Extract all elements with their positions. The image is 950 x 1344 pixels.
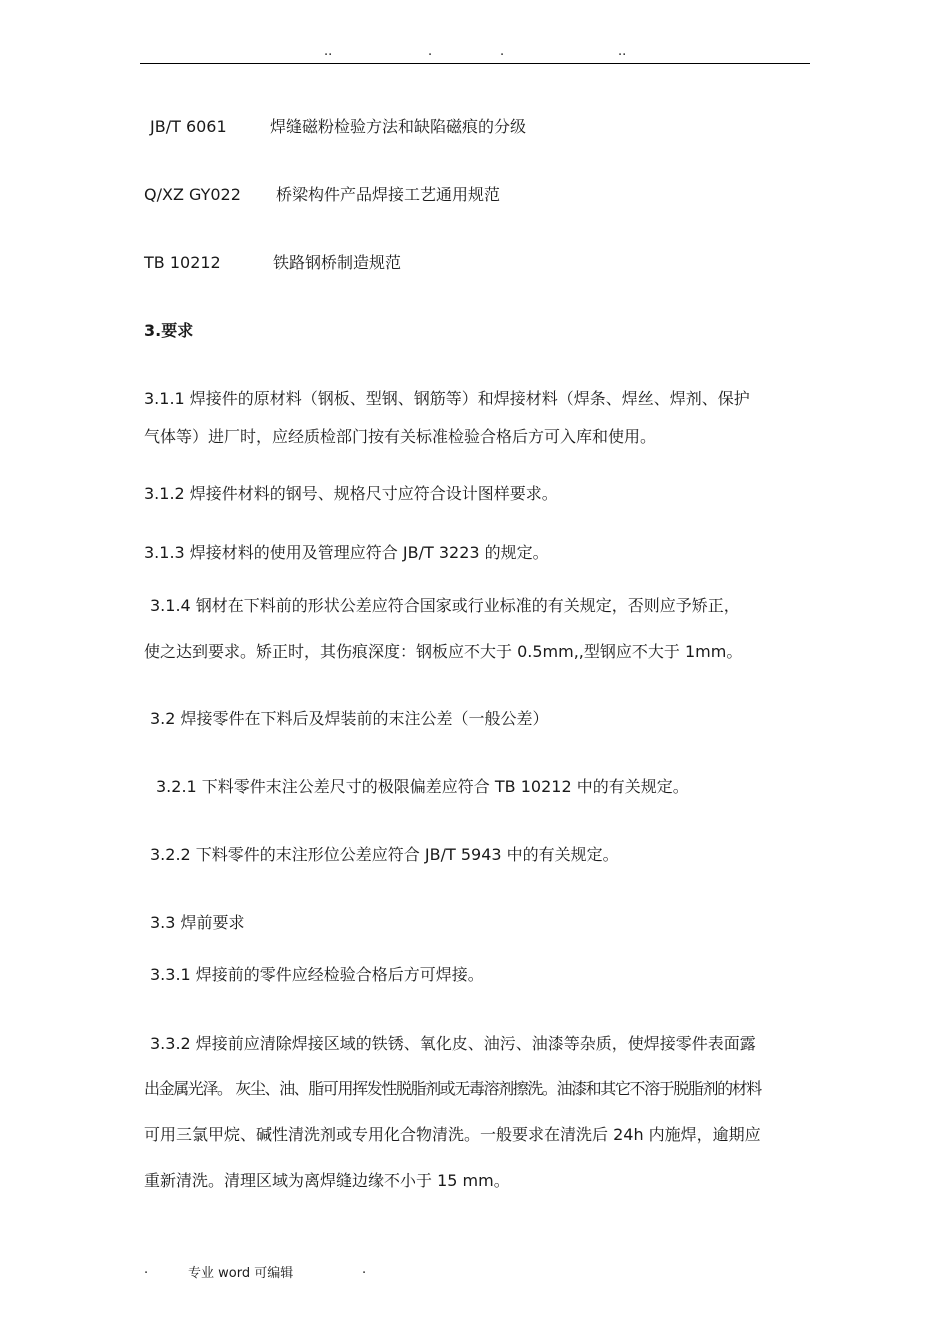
paragraph-line: 3.3.2 焊接前应清除焊接区域的铁锈、氧化皮、油污、油漆等杂质，使焊接零件表面露 [150,1034,756,1053]
standard-title: 铁路钢桥制造规范 [273,253,402,272]
paragraph-line: 使之达到要求。矫正时，其伤痕深度：钢板应不大于 0.5mm,,型钢应不大于 1mm。 [144,642,743,661]
header-mark: .. [324,44,333,59]
header-mark: . [428,44,433,59]
paragraph-line: 3.1.4 钢材在下料前的形状公差应符合国家或行业标准的有关规定，否则应予矫正， [150,596,740,615]
standard-code: TB 10212 [144,253,221,272]
paragraph-line: 3.1.1 焊接件的原材料（钢板、型钢、钢筋等）和焊接材料（焊条、焊丝、焊剂、保护 [144,389,750,408]
page-footer [140,1262,440,1282]
paragraph-line: 出金属光泽。 灰尘、油、脂可用挥发性脱脂剂或无毒溶剂擦洗。油漆和其它不溶于脱脂剂的材料 [144,1079,761,1098]
paragraph-line: 3.1.2 焊接件材料的钢号、规格尺寸应符合设计图样要求。 [144,484,558,503]
header-rule [140,63,810,64]
header-mark: . [500,44,505,59]
footer-mark: . [362,1262,367,1277]
paragraph-line: 3.2 焊接零件在下料后及焊装前的末注公差（一般公差） [150,709,549,728]
footer-label: 专业 word 可编辑 [188,1266,294,1281]
paragraph-line: 重新清洗。清理区域为离焊缝边缘不小于 15 mm。 [144,1171,510,1190]
standard-title: 桥梁构件产品焊接工艺通用规范 [276,185,501,204]
paragraph-line: 气体等）进厂时，应经质检部门按有关标准检验合格后方可入库和使用。 [144,427,657,446]
standard-row [144,252,401,274]
paragraph-line: 可用三氯甲烷、碱性清洗剂或专用化合物清洗。一般要求在清洗后 24h 内施焊，逾期应 [144,1125,761,1144]
section-heading: 3.要求 [144,321,194,340]
standard-title: 焊缝磁粉检验方法和缺陷磁痕的分级 [270,117,527,136]
standard-row [150,116,526,138]
standard-code: JB/T 6061 [150,117,227,136]
footer-mark: . [144,1262,149,1277]
paragraph-line: 3.2.1 下料零件末注公差尺寸的极限偏差应符合 TB 10212 中的有关规定。 [156,777,689,796]
paragraph-line: 3.3.1 焊接前的零件应经检验合格后方可焊接。 [150,965,484,984]
paragraph-line: 3.2.2 下料零件的末注形位公差应符合 JB/T 5943 中的有关规定。 [150,845,619,864]
paragraph-line: 3.3 焊前要求 [150,913,245,932]
standard-code: Q/XZ GY022 [144,185,241,204]
page-header-marks [140,44,810,64]
header-mark: .. [618,44,627,59]
standard-row [144,184,500,206]
paragraph-line: 3.1.3 焊接材料的使用及管理应符合 JB/T 3223 的规定。 [144,543,549,562]
